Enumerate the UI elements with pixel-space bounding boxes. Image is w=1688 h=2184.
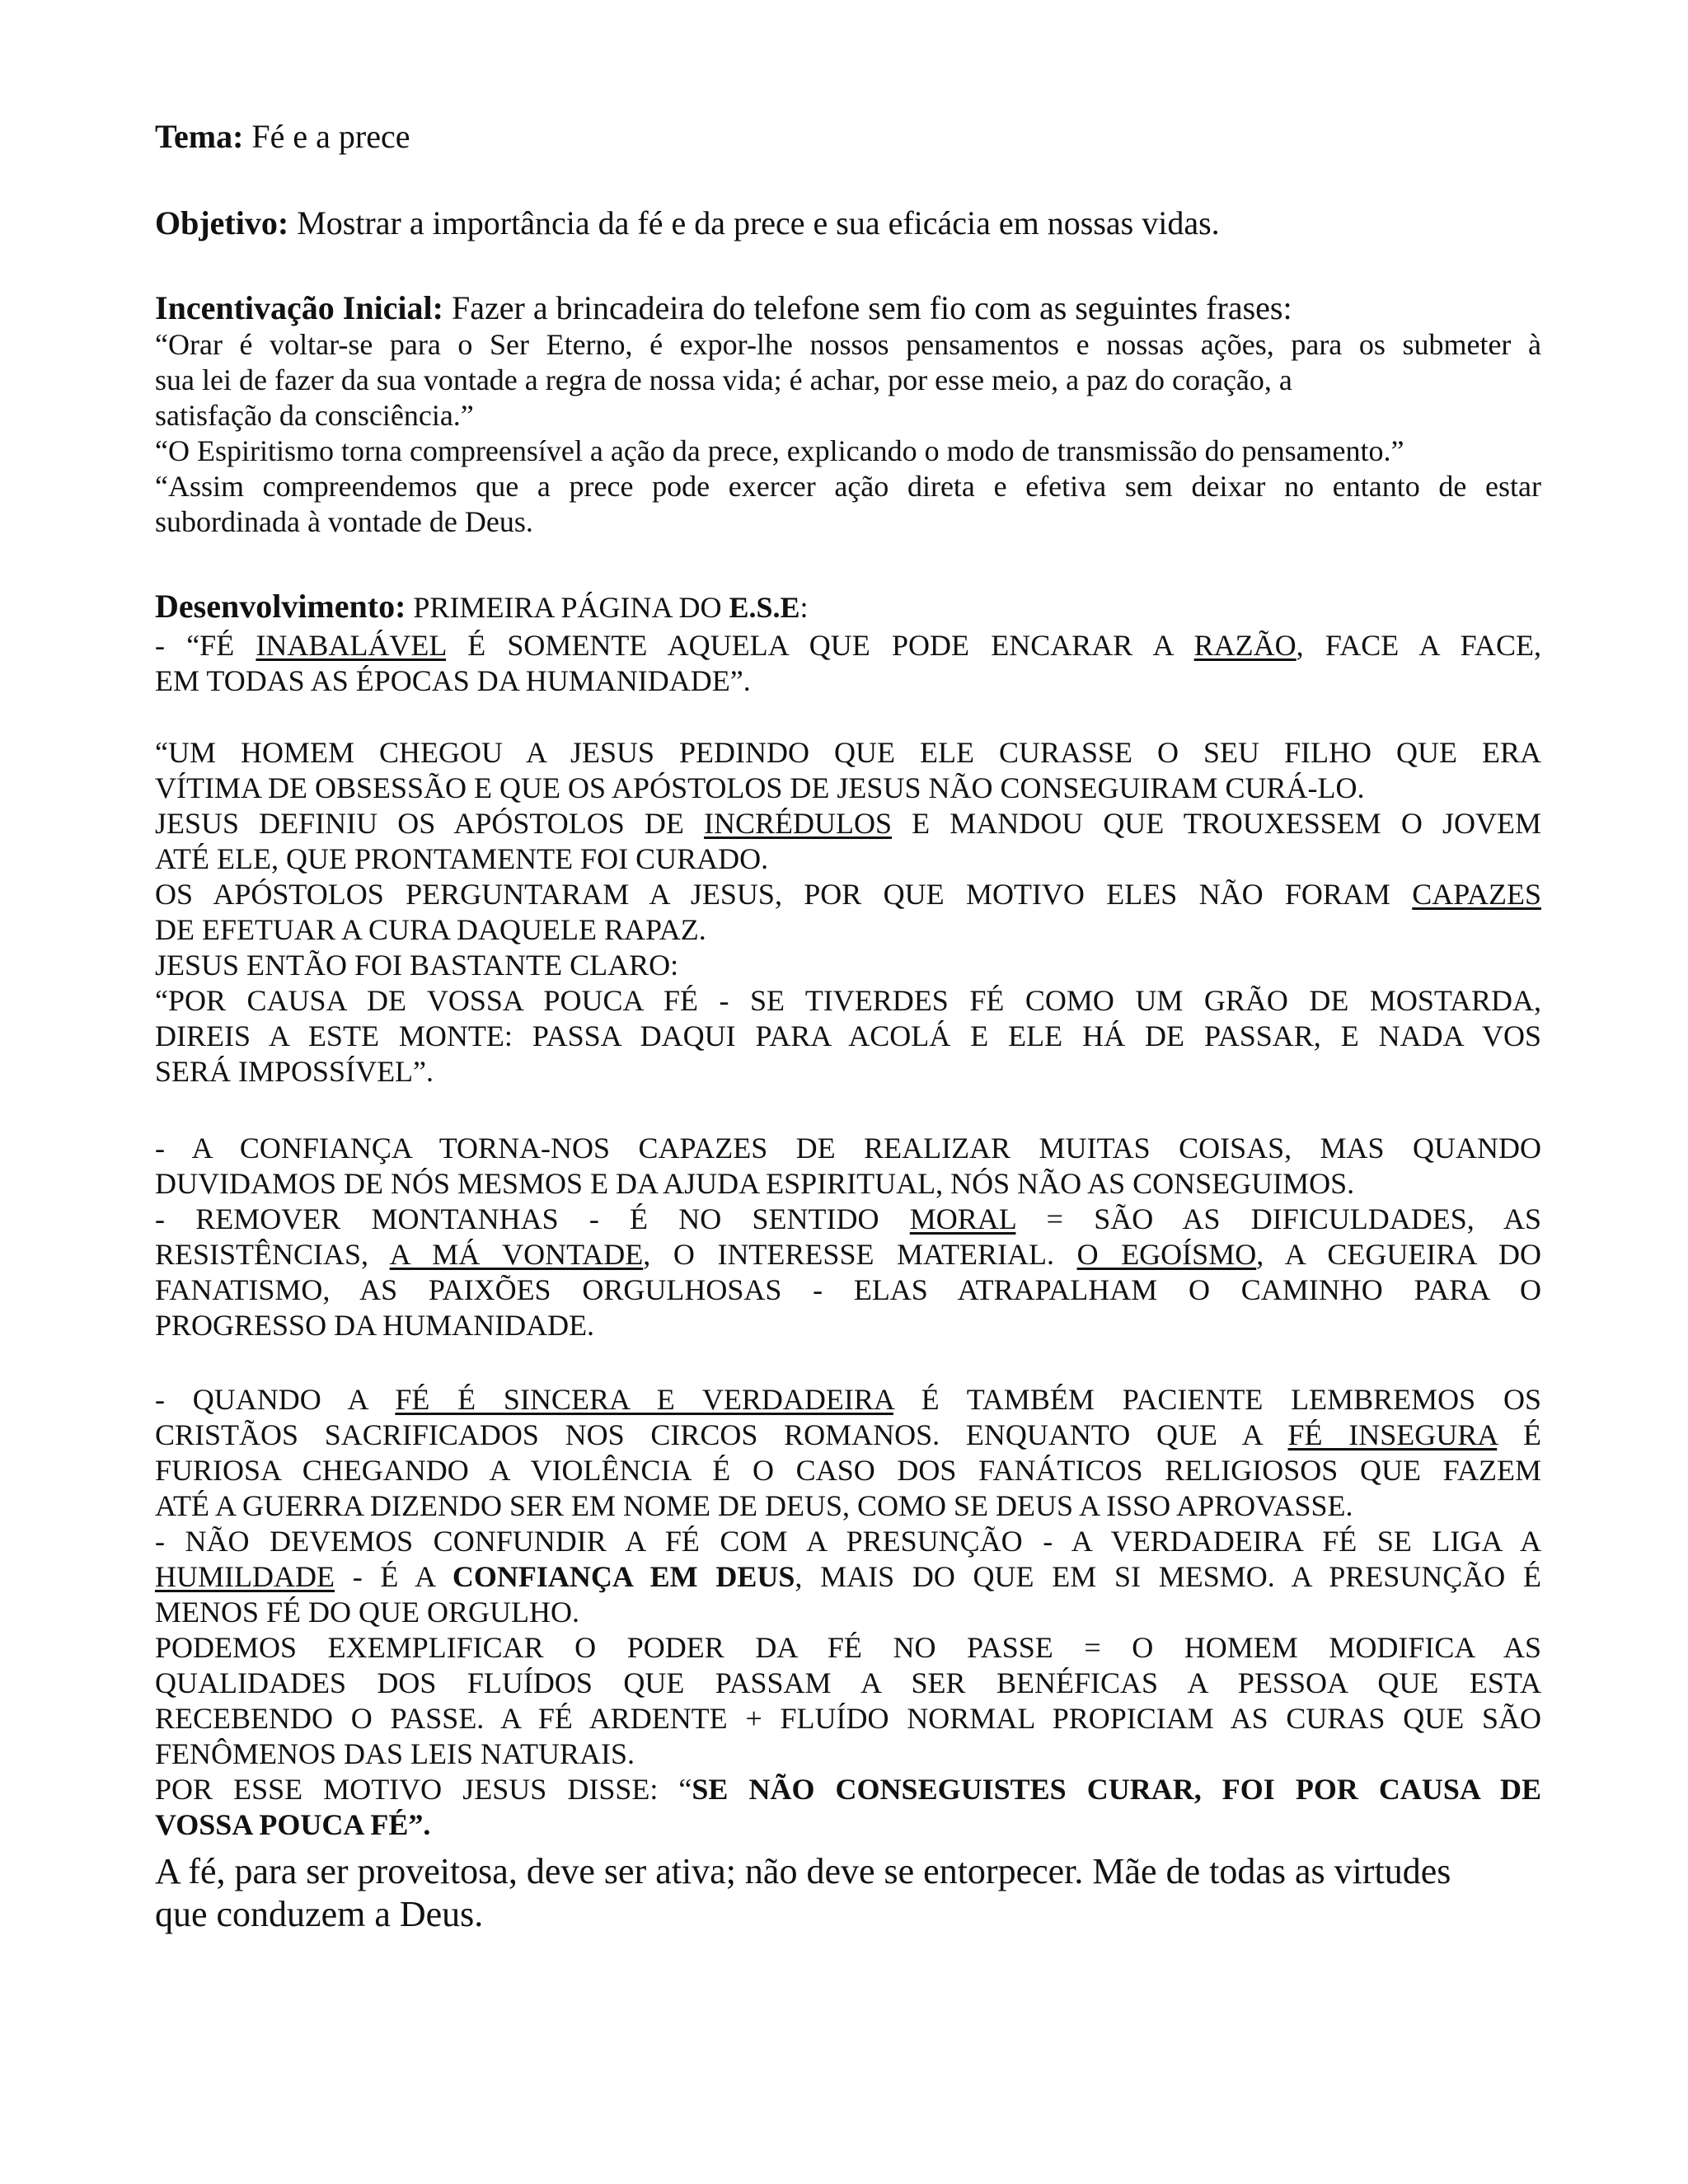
paragraph-line: VOSSA POUCA FÉ”. [155, 1808, 431, 1841]
text-run: E MANDOU QUE TROUXESSEM O JOVEM [892, 807, 1542, 840]
underlined-text: O EGOÍSMO [1076, 1238, 1257, 1271]
closing-line: que conduzem a Deus. [155, 1894, 484, 1934]
paragraph-line: DE EFETUAR A CURA DAQUELE RAPAZ. [155, 913, 706, 946]
paragraph-line: MENOS FÉ DO QUE ORGULHO. [155, 1596, 580, 1629]
paragraph-homem-jesus [155, 735, 1541, 1090]
text-run: CRISTÃOS SACRIFICADOS NOS CIRCOS ROMANOS. ENQUANTO QUE A [155, 1418, 1288, 1451]
paragraph-fe-sincera [155, 1382, 1541, 1843]
underlined-text: MORAL [909, 1202, 1016, 1235]
quote-line: sua lei de fazer da sua vontade a regra de nossa vida; é achar, por esse meio, a paz do coração, a [155, 363, 1292, 396]
paragraph-confianca [155, 1131, 1541, 1343]
text-run: OS APÓSTOLOS PERGUNTARAM A JESUS, POR QUE MOTIVO ELES NÃO FORAM [155, 878, 1413, 911]
underlined-text: FÉ INSEGURA [1287, 1418, 1498, 1451]
paragraph-line: ATÉ A GUERRA DIZENDO SER EM NOME DE DEUS, COMO SE DEUS A ISSO APROVASSE. [155, 1489, 1353, 1522]
incentivacao-quotes [155, 327, 1541, 540]
text-run: - REMOVER MONTANHAS - É NO SENTIDO [155, 1202, 910, 1235]
paragraph-line: EM TODAS AS ÉPOCAS DA HUMANIDADE”. [155, 664, 751, 697]
desenvolvimento-colon: : [799, 591, 809, 624]
text-run: , A CEGUEIRA DO [1256, 1238, 1541, 1271]
paragraph-line: RECEBENDO O PASSE. A FÉ ARDENTE + FLUÍDO NORMAL PROPICIAM AS CURAS QUE SÃO [155, 1702, 1541, 1735]
paragraph-line: PROGRESSO DA HUMANIDADE. [155, 1309, 595, 1342]
underlined-text: FÉ É SINCERA E VERDADEIRA [395, 1383, 893, 1416]
paragraph-line: FURIOSA CHEGANDO A VIOLÊNCIA É O CASO DOS FANÁTICOS RELIGIOSOS QUE FAZEM [155, 1454, 1541, 1487]
underlined-text: A MÁ VONTADE [389, 1238, 644, 1271]
paragraph-line: “POR CAUSA DE VOSSA POUCA FÉ - SE TIVERDES FÉ COMO UM GRÃO DE MOSTARDA, [155, 984, 1541, 1017]
underlined-text: CAPAZES [1412, 878, 1541, 911]
paragraph-line: PODEMOS EXEMPLIFICAR O PODER DA FÉ NO PASSE = O HOMEM MODIFICA AS [155, 1631, 1541, 1664]
paragraph-line [155, 877, 1541, 912]
desenvolvimento-intro: PRIMEIRA PÁGINA DO [406, 591, 729, 624]
paragraph-line: “UM HOMEM CHEGOU A JESUS PEDINDO QUE ELE CURASSE O SEU FILHO QUE ERA [155, 736, 1541, 769]
tema-line [155, 117, 1541, 157]
underlined-text: RAZÃO [1193, 629, 1296, 662]
quote-line: satisfação da consciência.” [155, 399, 474, 432]
objetivo-line [155, 204, 1541, 243]
quote-line: “O Espiritismo torna compreensível a ação da prece, explicando o modo de transmissão do pensamento.” [155, 434, 1404, 467]
desenvolvimento-label: Desenvolvimento: [155, 588, 406, 625]
paragraph-line: - A CONFIANÇA TORNA-NOS CAPAZES DE REALIZAR MUITAS COISAS, MAS QUANDO [155, 1132, 1541, 1165]
paragraph-line: VÍTIMA DE OBSESSÃO E QUE OS APÓSTOLOS DE JESUS NÃO CONSEGUIRAM CURÁ-LO. [155, 771, 1365, 804]
text-run: POR ESSE MOTIVO JESUS DISSE: “ [155, 1773, 692, 1806]
objetivo-label: Objetivo: [155, 204, 289, 241]
incentivacao-value: Fazer a brincadeira do telefone sem fio com as seguintes frases: [443, 289, 1292, 326]
text-run: JESUS DEFINIU OS APÓSTOLOS DE [155, 807, 704, 840]
paragraph-line [155, 1559, 1541, 1595]
incentivacao-label: Incentivação Inicial: [155, 289, 443, 326]
text-run: RESISTÊNCIAS, [155, 1238, 390, 1271]
closing-line: A fé, para ser proveitosa, deve ser ativa; não deve se entorpecer. Mãe de todas as virtudes [155, 1851, 1451, 1891]
paragraph-line [155, 806, 1541, 841]
paragraph-line: FANATISMO, AS PAIXÕES ORGULHOSAS - ELAS ATRAPALHAM O CAMINHO PARA O [155, 1273, 1541, 1306]
text-run: - É A [334, 1560, 452, 1593]
paragraph-line: SERÁ IMPOSSÍVEL”. [155, 1055, 434, 1088]
text-run: É SOMENTE AQUELA QUE PODE ENCARAR A [446, 629, 1194, 662]
tema-value: Fé e a prece [243, 118, 410, 155]
paragraph-line: ATÉ ELE, QUE PRONTAMENTE FOI CURADO. [155, 842, 769, 875]
bold-text: CONFIANÇA EM DEUS [452, 1560, 795, 1593]
paragraph-line [155, 1772, 1541, 1807]
paragraph-line [155, 1237, 1541, 1272]
quote-line: “Assim compreendemos que a prece pode exercer ação direta e efetiva sem deixar no entanto de estar [155, 470, 1541, 503]
paragraph-line [155, 1382, 1541, 1418]
incentivacao-heading [155, 288, 1541, 328]
paragraph-line [155, 1418, 1541, 1453]
paragraph-line [155, 1202, 1541, 1237]
paragraph-line: DIREIS A ESTE MONTE: PASSA DAQUI PARA ACOLÁ E ELE HÁ DE PASSAR, E NADA VOS [155, 1019, 1541, 1052]
closing-paragraph [155, 1850, 1541, 1936]
text-run: , FACE A FACE, [1296, 629, 1542, 662]
paragraph-fe-inabalavel [155, 628, 1541, 699]
objetivo-value: Mostrar a importância da fé e da prece e sua eficácia em nossas vidas. [288, 204, 1220, 241]
quote-line: “Orar é voltar-se para o Ser Eterno, é expor-lhe nossos pensamentos e nossas ações, para os submeter à [155, 328, 1541, 361]
text-run: É TAMBÉM PACIENTE LEMBREMOS OS [893, 1383, 1541, 1416]
underlined-text: INABALÁVEL [256, 629, 447, 662]
ese-abbrev: E.S.E [729, 591, 800, 624]
text-run: , MAIS DO QUE EM SI MESMO. A PRESUNÇÃO É [795, 1560, 1541, 1593]
underlined-text: HUMILDADE [155, 1560, 335, 1593]
quote-line: subordinada à vontade de Deus. [155, 505, 533, 538]
underlined-text: INCRÉDULOS [703, 807, 892, 840]
paragraph-line: FENÔMENOS DAS LEIS NATURAIS. [155, 1737, 635, 1770]
paragraph-line: - NÃO DEVEMOS CONFUNDIR A FÉ COM A PRESUNÇÃO - A VERDADEIRA FÉ SE LIGA A [155, 1525, 1541, 1558]
text-run: = SÃO AS DIFICULDADES, AS [1015, 1202, 1541, 1235]
bold-text: SE NÃO CONSEGUISTES CURAR, FOI POR CAUSA DE [692, 1773, 1541, 1806]
text-run: , O INTERESSE MATERIAL. [643, 1238, 1077, 1271]
text-run: - “FÉ [155, 629, 256, 662]
text-run: É [1497, 1418, 1541, 1451]
paragraph-line: QUALIDADES DOS FLUÍDOS QUE PASSAM A SER BENÉFICAS A PESSOA QUE ESTA [155, 1666, 1541, 1699]
paragraph-line: JESUS ENTÃO FOI BASTANTE CLARO: [155, 949, 679, 982]
text-run: - QUANDO A [155, 1383, 396, 1416]
tema-label: Tema: [155, 118, 244, 155]
paragraph-line [155, 628, 1541, 663]
paragraph-line: DUVIDAMOS DE NÓS MESMOS E DA AJUDA ESPIRITUAL, NÓS NÃO AS CONSEGUIMOS. [155, 1167, 1355, 1200]
desenvolvimento-heading [155, 587, 1541, 626]
